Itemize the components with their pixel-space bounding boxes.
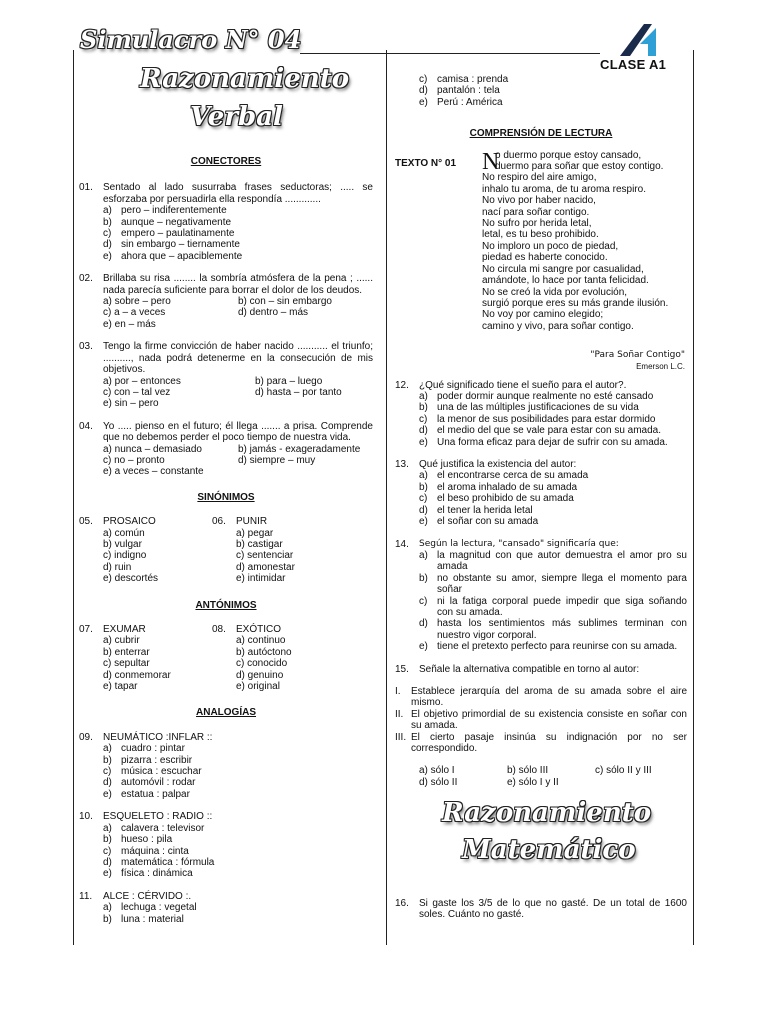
section-conectores: CONECTORES xyxy=(190,156,262,167)
poem-line: o duermo porque estoy cansado, xyxy=(495,149,642,161)
poem-line: No sufro por herida letal, xyxy=(482,218,592,230)
option[interactable] xyxy=(419,573,687,596)
option[interactable]: c) a – a veces xyxy=(103,307,166,319)
option-text: calavera : televisor xyxy=(121,822,205,834)
option[interactable]: e) en – más xyxy=(103,318,156,330)
question-number: 07. xyxy=(79,624,93,635)
option[interactable] xyxy=(103,902,373,913)
option-text: aunque – negativamente xyxy=(121,216,232,228)
option[interactable] xyxy=(103,205,373,216)
option[interactable] xyxy=(103,239,373,250)
option[interactable]: c) conocido xyxy=(236,658,288,670)
option-letter: c) xyxy=(419,74,428,85)
question-11 xyxy=(79,891,373,925)
question-09 xyxy=(79,732,373,800)
option[interactable] xyxy=(419,425,687,436)
statement xyxy=(395,686,687,709)
option-text: la menor de sus posibilidades para estar dormido xyxy=(437,413,656,425)
option-letter: b) xyxy=(103,913,112,925)
option-letter: d) xyxy=(419,85,428,97)
option[interactable]: a) por – entonces xyxy=(103,375,181,387)
option[interactable] xyxy=(419,493,687,504)
option-text: pantalón : tela xyxy=(437,85,500,97)
poem xyxy=(482,150,668,333)
option-letter: d) xyxy=(103,777,112,789)
brand-label: CLASE A1 xyxy=(600,57,667,72)
option-letter: c) xyxy=(103,228,112,240)
poem-line: No vivo por haber nacido, xyxy=(482,195,596,207)
option[interactable] xyxy=(419,414,687,425)
option[interactable]: a) nunca – demasiado xyxy=(103,443,202,455)
question-word: EXUMAR xyxy=(103,624,146,635)
texto-label: TEXTO N° 01 xyxy=(395,157,457,169)
option-text: hasta los sentimientos más sublimes terminan con nuestro vigor corporal. xyxy=(437,618,687,641)
statement-numeral: I. xyxy=(395,685,401,697)
option-letter: e) xyxy=(103,250,112,262)
option[interactable] xyxy=(419,437,687,448)
option[interactable] xyxy=(103,857,373,868)
question-number: 02. xyxy=(79,273,93,285)
poem-line: inhalo tu aroma, de tu aroma respiro. xyxy=(482,183,646,195)
question-07 xyxy=(79,624,212,692)
option[interactable] xyxy=(419,470,687,481)
question-number: 13. xyxy=(395,459,409,471)
simulacro-title: Simulacro N° 04 xyxy=(80,25,302,54)
option[interactable]: e) intimidar xyxy=(236,573,286,585)
question-number: 03. xyxy=(79,341,93,353)
option[interactable] xyxy=(419,74,687,85)
option-text: automóvil : rodar xyxy=(121,777,196,789)
right-margin-rule xyxy=(693,50,694,945)
option-text: una de las múltiples justificaciones de su vida xyxy=(437,402,639,414)
question-05 xyxy=(79,516,212,584)
option-letter: a) xyxy=(419,391,428,403)
option-text: música : escuchar xyxy=(121,766,202,778)
question-text: ESQUELETO : RADIO :: xyxy=(103,811,213,823)
question-number: 08. xyxy=(212,624,226,635)
option-text: Perú : América xyxy=(437,96,503,108)
option[interactable]: d) conmemorar xyxy=(103,669,171,681)
poem-line: No imploro un poco de piedad, xyxy=(482,240,619,252)
option[interactable]: b) autóctono xyxy=(236,646,292,658)
option[interactable]: a) cubrir xyxy=(103,635,140,647)
question-number: 12. xyxy=(395,379,409,391)
rm-title-line1: Razonamiento xyxy=(442,798,652,828)
option[interactable] xyxy=(103,789,373,800)
option[interactable] xyxy=(419,391,687,402)
option-letter: c) xyxy=(103,766,112,778)
option-text: estatua : palpar xyxy=(121,788,190,800)
option[interactable] xyxy=(419,482,687,493)
statement-text: El objetivo primordial de su existencia consiste en soñar con su amada. xyxy=(411,708,687,732)
option-text: el medio del que se vale para estar con su amada. xyxy=(437,425,662,437)
poem-author: Emerson L.C. xyxy=(636,361,685,371)
option[interactable]: d) amonestar xyxy=(236,561,295,573)
poem-line: No se creó la vida por evolución, xyxy=(482,286,628,298)
option-text: el encontrarse cerca de su amada xyxy=(437,470,589,482)
option[interactable] xyxy=(103,914,373,925)
questions-07-08 xyxy=(79,624,373,692)
option-letter: a) xyxy=(103,822,112,834)
question-number: 06. xyxy=(212,516,226,528)
option-letter: b) xyxy=(419,572,428,584)
option[interactable]: a) sobre – pero xyxy=(103,296,171,308)
question-02 xyxy=(79,273,373,330)
option[interactable]: e) sólo I y II xyxy=(507,776,559,788)
column-divider xyxy=(386,50,387,945)
option[interactable]: b) con – sin embargo xyxy=(238,296,332,308)
option[interactable]: a) continuo xyxy=(236,635,286,647)
option-text: Una forma eficaz para dejar de sufrir con su amada. xyxy=(437,436,668,448)
option-text: física : dinámica xyxy=(121,868,193,880)
option[interactable]: d) siempre – muy xyxy=(238,454,316,466)
option-letter: d) xyxy=(419,504,428,516)
option-text: no obstante su amor, siempre llega el momento para soñar xyxy=(437,572,687,596)
option[interactable] xyxy=(419,618,687,641)
option-text: tiene el pretexto perfecto para reunirse con su amada. xyxy=(437,641,678,653)
option[interactable] xyxy=(103,846,373,857)
option[interactable]: d) ruin xyxy=(103,561,132,573)
option[interactable] xyxy=(419,97,687,108)
option[interactable]: e) original xyxy=(236,681,280,693)
question-13 xyxy=(395,459,687,527)
option[interactable] xyxy=(419,505,687,516)
statement-text: Establece jerarquía del aroma de su amada sobre el aire mismo. xyxy=(411,685,687,709)
question-15 xyxy=(395,664,687,789)
statement-numeral: III. xyxy=(395,731,407,743)
option-text: luna : material xyxy=(121,913,184,925)
option[interactable]: b) para – luego xyxy=(255,375,323,387)
option-letter: a) xyxy=(103,743,112,755)
option[interactable] xyxy=(419,85,687,96)
option-text: empero – paulatinamente xyxy=(121,228,235,240)
question-text: ¿Qué significado tiene el sueño para el autor?. xyxy=(419,379,627,391)
option[interactable]: a) sólo I xyxy=(419,765,455,777)
option-letter: d) xyxy=(419,618,428,630)
option-letter: e) xyxy=(103,788,112,800)
question-03 xyxy=(79,341,373,409)
question-01 xyxy=(79,182,373,262)
question-06 xyxy=(212,516,345,584)
option-letter: b) xyxy=(103,834,112,846)
left-margin-rule xyxy=(73,50,74,945)
option-letter: c) xyxy=(419,493,428,505)
option[interactable]: b) castigar xyxy=(236,538,283,550)
option[interactable] xyxy=(103,834,373,845)
statement xyxy=(395,732,687,755)
option[interactable]: b) jamás - exageradamente xyxy=(238,443,361,455)
option[interactable] xyxy=(103,823,373,834)
statement-numeral: II. xyxy=(395,708,404,720)
question-number: 14. xyxy=(395,538,409,550)
option-text: hueso : pila xyxy=(121,834,173,846)
option[interactable]: b) sólo III xyxy=(507,765,549,777)
poem-title: "Para Soñar Contigo" xyxy=(590,349,685,360)
option[interactable]: e) descortés xyxy=(103,573,159,585)
question-number: 04. xyxy=(79,420,93,432)
option[interactable] xyxy=(103,251,373,262)
option-letter: a) xyxy=(419,549,428,561)
section-antonimos: ANTÓNIMOS xyxy=(195,599,257,611)
option[interactable]: c) sepultar xyxy=(103,658,150,670)
poem-line: amándote, lo hace por tanta felicidad. xyxy=(482,275,649,287)
question-word: PUNIR xyxy=(236,516,268,528)
question-number: 01. xyxy=(79,182,93,194)
question-word: EXÓTICO xyxy=(236,624,282,635)
option-text: lechuga : vegetal xyxy=(121,902,197,914)
option[interactable]: d) hasta – por tanto xyxy=(255,386,342,398)
option-letter: a) xyxy=(103,902,112,914)
question-text: Tengo la firme convicción de haber nacido ........... el triunfo; .........., nada podrá detenerme en la consecución de mis objetivos. xyxy=(103,341,373,376)
option-letter: e) xyxy=(419,516,428,528)
question-text: Si gaste los 3/5 de lo que no gasté. De un total de 1600 soles. Cuánto no gasté. xyxy=(419,898,687,921)
option-letter: a) xyxy=(419,470,428,482)
question-text: Yo ..... pienso en el futuro; él llega ....... a prisa. Comprende que no debemos perder el poco tiempo de nuestra vida. xyxy=(103,420,373,444)
option-letter: e) xyxy=(103,868,112,880)
question-text: Sentado al lado susurraba frases seductoras; ..... se esforzaba por persuadirla ella respondía ............. xyxy=(103,182,373,205)
option[interactable] xyxy=(419,641,687,652)
option-text: pizarra : escribir xyxy=(121,754,193,766)
poem-line: surgió porque eres su más grande ilusión. xyxy=(482,297,669,309)
question-number: 11. xyxy=(79,890,93,902)
option[interactable]: b) enterrar xyxy=(103,646,150,658)
option-letter: c) xyxy=(419,595,428,607)
option-text: matemática : fórmula xyxy=(121,856,215,868)
option[interactable] xyxy=(103,777,373,788)
header-rule xyxy=(300,53,600,54)
option[interactable]: c) con – tal vez xyxy=(103,386,171,398)
question-12 xyxy=(395,380,687,448)
option[interactable]: c) sentenciar xyxy=(236,550,294,562)
question-10 xyxy=(79,811,373,879)
option-text: camisa : prenda xyxy=(437,74,509,85)
option-letter: b) xyxy=(103,754,112,766)
option[interactable]: e) a veces – constante xyxy=(103,466,204,478)
option-letter: d) xyxy=(103,239,112,251)
question-16 xyxy=(395,898,687,921)
option[interactable] xyxy=(103,868,373,879)
question-number: 10. xyxy=(79,811,93,823)
question-08 xyxy=(212,624,345,692)
question-14 xyxy=(395,539,687,653)
option-text: ahora que – apaciblemente xyxy=(121,250,243,262)
poem-line: nací para soñar contigo. xyxy=(482,206,590,218)
option[interactable]: d) sólo II xyxy=(419,776,458,788)
left-column xyxy=(79,156,373,925)
poem-line: No circula mi sangre por casualidad, xyxy=(482,263,644,275)
option-text: el aroma inhalado de su amada xyxy=(437,481,578,493)
option-text: poder dormir aunque realmente no esté cansado xyxy=(437,391,654,403)
option-letter: e) xyxy=(419,641,428,653)
rm-title-line2: Matemático xyxy=(462,835,636,865)
section-comprension: COMPRENSIÓN DE LECTURA xyxy=(469,128,613,140)
question-text: NEUMÁTICO :INFLAR :: xyxy=(103,731,213,743)
option-text: cuadro : pintar xyxy=(121,743,185,755)
question-text: Señale la alternativa compatible en torno al autor: xyxy=(419,663,640,675)
option[interactable]: b) vulgar xyxy=(103,538,142,550)
option[interactable] xyxy=(419,550,687,573)
poem-line: duermo para soñar que estoy contigo. xyxy=(495,161,664,173)
question-text: Según la lectura, "cansado" significaría que: xyxy=(419,538,619,549)
option-letter: a) xyxy=(103,205,112,217)
option[interactable] xyxy=(103,755,373,766)
option[interactable] xyxy=(103,766,373,777)
subject-title-line1: Razonamiento xyxy=(140,64,350,94)
question-11-continued xyxy=(395,74,687,108)
question-number: 15. xyxy=(395,663,409,675)
option[interactable]: a) pegar xyxy=(236,527,274,539)
section-sinonimos: SINÓNIMOS xyxy=(197,491,255,503)
right-column xyxy=(395,74,687,788)
option-letter: d) xyxy=(419,425,428,437)
option[interactable] xyxy=(419,402,687,413)
question-number: 16. xyxy=(395,898,409,909)
option-text: ni la fatiga corporal puede impedir que siga soñando con su amada. xyxy=(437,595,687,618)
statement-text: El cierto pasaje insinúa su indignación por no ser correspondido. xyxy=(411,731,687,754)
option-letter: e) xyxy=(419,96,428,108)
option[interactable] xyxy=(103,217,373,228)
option-letter: c) xyxy=(419,413,428,425)
question-text: ALCE : CÉRVIDO :. xyxy=(103,890,192,902)
question-number: 05. xyxy=(79,516,93,528)
option-text: sin embargo – tiernamente xyxy=(121,239,240,251)
poem-line: piedad es haberte conocido. xyxy=(482,252,608,264)
option-letter: b) xyxy=(103,216,112,228)
drop-cap: N xyxy=(482,148,500,175)
option-letter: e) xyxy=(419,436,428,448)
option-text: el soñar con su amada xyxy=(437,516,539,528)
option[interactable]: e) tapar xyxy=(103,681,138,693)
questions-05-06 xyxy=(79,516,373,584)
section-analogias: ANALOGÍAS xyxy=(196,707,256,719)
clase-a1-logo xyxy=(618,22,662,56)
poem-line: letal, es tu beso prohibido. xyxy=(482,229,599,241)
option[interactable]: e) sin – pero xyxy=(103,398,159,410)
question-04 xyxy=(79,421,373,478)
question-text: Brillaba su risa ........ la sombría atmósfera de la pena ; ...... nada parecía suficiente para borrar el dolor de los deudos. xyxy=(103,273,373,296)
question-number: 09. xyxy=(79,731,93,743)
option-text: máquina : cinta xyxy=(121,845,189,857)
option[interactable] xyxy=(103,743,373,754)
question-text: Qué justifica la existencia del autor: xyxy=(419,459,577,471)
poem-line: camino y vivo, para soñar contigo. xyxy=(482,320,634,332)
option[interactable]: a) común xyxy=(103,527,145,539)
option[interactable]: c) indigno xyxy=(103,550,147,562)
option[interactable]: c) no – pronto xyxy=(103,454,165,466)
option-letter: b) xyxy=(419,402,428,414)
statement xyxy=(395,709,687,732)
subject-title-line2: Verbal xyxy=(190,102,283,132)
option[interactable] xyxy=(103,228,373,239)
option[interactable]: c) sólo II y III xyxy=(595,765,652,777)
option[interactable]: d) genuino xyxy=(236,669,284,681)
option[interactable] xyxy=(419,516,687,527)
option-text: el beso prohibido de su amada xyxy=(437,493,574,505)
option-text: el tener la herida letal xyxy=(437,504,533,516)
question-word: PROSAICO xyxy=(103,516,156,528)
option[interactable] xyxy=(419,596,687,619)
texto-01 xyxy=(395,150,687,370)
option-letter: d) xyxy=(103,856,112,868)
option-letter: b) xyxy=(419,481,428,493)
option-text: la magnitud con que autor demuestra el amor pro su amada xyxy=(437,549,687,573)
option[interactable]: d) dentro – más xyxy=(238,307,309,319)
option-letter: c) xyxy=(103,845,112,857)
poem-line: No respiro del aire amigo, xyxy=(482,172,597,184)
poem-line: No voy por camino elegido; xyxy=(482,309,604,321)
option-text: pero – indiferentemente xyxy=(121,205,227,217)
